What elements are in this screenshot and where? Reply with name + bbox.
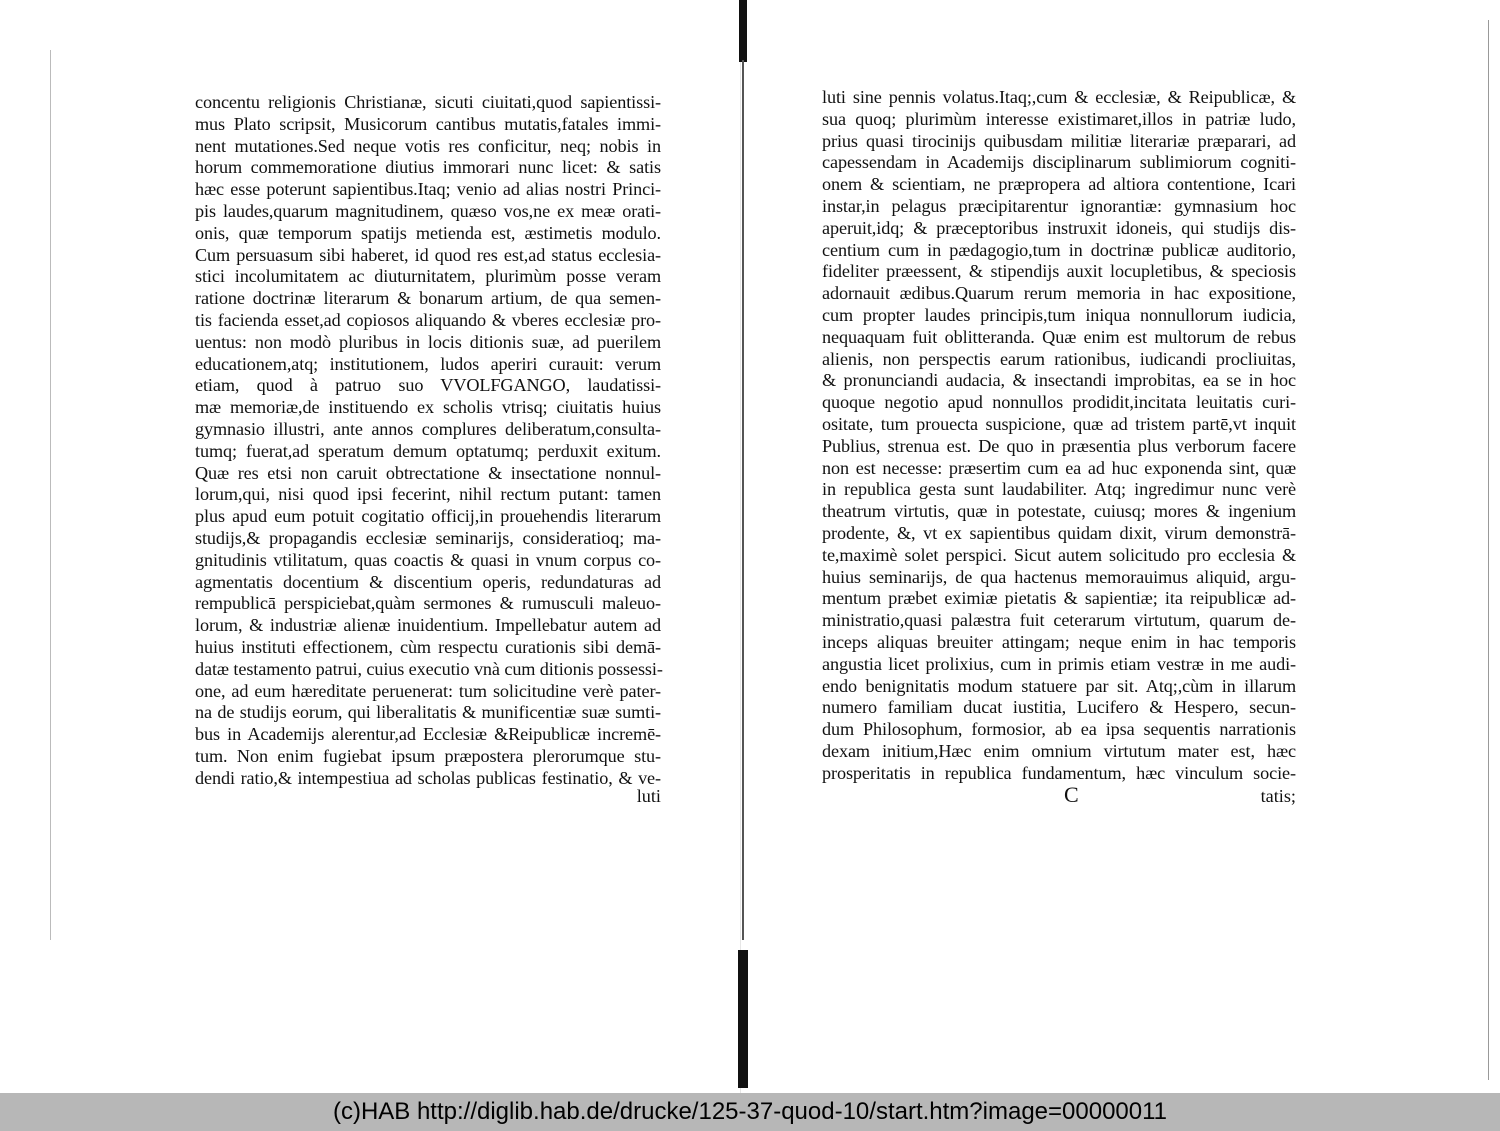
text-line: Publius, strenua est. De quo in præsentia plus verborum facere xyxy=(822,435,1296,456)
text-line: gnitudinis vtilitatum, quas coactis & quasi in vnum corpus co- xyxy=(195,549,661,570)
text-line: in republica gesta sunt laudabiliter. Atq; ingredimur nunc verè xyxy=(822,479,1296,500)
left-page-text xyxy=(195,92,661,790)
text-line: uentus: non modò pluribus in locis ditionis suæ, ad puerilem xyxy=(195,331,661,352)
text-line: capessendam in Academijs disciplinarum sublimiorum cogniti- xyxy=(822,152,1296,173)
right-page xyxy=(752,0,1500,1093)
text-line: prius quasi tirocinijs quibusdam militiæ literariæ præparari, ad xyxy=(822,130,1296,151)
left-page-edge xyxy=(50,50,51,940)
left-page xyxy=(0,0,741,1093)
right-page-text xyxy=(822,87,1296,785)
text-line: educationem,atq; institutionem, ludos aperiri curauit: verum xyxy=(195,353,661,374)
gutter-top-shadow xyxy=(739,0,747,62)
text-line: aperuit,idq; & præceptoribus instruxit idoneis, qui studijs dis- xyxy=(822,217,1296,238)
text-line: concentu religionis Christianæ, sicuti ciuitati,quod sapientissi- xyxy=(195,92,661,112)
text-line: hæc esse poterunt sapientibus.Itaq; venio ad alias nostri Princi- xyxy=(195,179,661,200)
text-line: lorum,qui, nisi quod ipsi fecerint, nihil rectum putant: tamen xyxy=(195,484,661,505)
text-line: & pronunciandi audacia, & insectandi improbitas, ea se in hoc xyxy=(822,370,1296,391)
text-line: Cum persuasum sibi haberet, id quod res est,ad status ecclesia- xyxy=(195,244,661,265)
text-line: ratione doctrinæ literarum & bonarum artium, de qua semen- xyxy=(195,288,661,309)
book-gutter xyxy=(736,0,750,1093)
text-line: mæ memoriæ,de instituendo ex scholis vtrisq; ciuitatis huius xyxy=(195,397,661,418)
text-line: prosperitatis in republica fundamentum, hæc vinculum socie- xyxy=(822,762,1296,783)
text-line: alienis, non perspectis earum rationibus, iudicandi procliuitas, xyxy=(822,348,1296,369)
text-line: dexam initium,Hæc enim omnium virtutum mater est, hæc xyxy=(822,740,1296,761)
right-page-edge xyxy=(1488,20,1489,1080)
gutter-fold-line xyxy=(742,60,744,940)
text-line: studijs,& propagandis ecclesiæ seminarijs, consideratioq; ma- xyxy=(195,527,661,548)
text-line: mentum præbet eximiæ pietatis & sapientiæ; ita reipublicæ ad- xyxy=(822,588,1296,609)
text-line: horum commemoratione diutius immorari nunc licet: & satis xyxy=(195,157,661,178)
right-catchword: tatis; xyxy=(1260,786,1296,806)
left-catchword: luti xyxy=(636,786,661,806)
text-line: centium cum in pædagogio,tum in doctrinæ publicæ auditorio, xyxy=(822,239,1296,260)
text-line: huius instituti effectionem, cùm respectu curationis sibi demā- xyxy=(195,636,661,657)
text-line: mus Plato scripsit, Musicorum cantibus mutatis,fatales immi- xyxy=(195,113,661,134)
signature-mark: C xyxy=(1064,782,1079,807)
text-line: fideliter præessent, & stipendijs auxit locupletibus, & speciosis xyxy=(822,261,1296,282)
text-line: nequaquam fuit oblitteranda. Quæ enim est multorum de rebus xyxy=(822,326,1296,347)
text-line: instar,in pelagus præcipitarentur ignorantiæ: gymnasium hoc xyxy=(822,195,1296,216)
gutter-bottom-shadow xyxy=(738,950,748,1088)
text-line: gymnasio illustri, ante annos complures deliberatum,consulta- xyxy=(195,418,661,439)
text-line: cum propter laudes principis,tum iniqua nonnullorum iudicia, xyxy=(822,304,1296,325)
text-line: plus apud eum potuit cogitatio officij,in prouehendis literarum xyxy=(195,506,661,527)
text-line: Quæ res etsi non caruit obtrectatione & insectatione nonnul- xyxy=(195,462,661,483)
text-line: angustia licet prolixius, cum in primis etiam vestræ in me audi- xyxy=(822,653,1296,674)
text-line: stici incolumitatem ac diuturnitatem, plurimùm posse veram xyxy=(195,266,661,287)
text-line: etiam, quod à patruo suo VVOLFGANGO, laudatissi- xyxy=(195,375,661,396)
text-line: agmentatis docentium & discentium operis, redundaturas ad xyxy=(195,571,661,592)
text-line: adornauit ædibus.Quarum rerum memoria in hac expositione, xyxy=(822,283,1296,304)
text-line: luti sine pennis volatus.Itaq;,cum & ecclesiæ, & Reipublicæ, & xyxy=(822,87,1296,107)
text-line: onem & scientiam, ne præpropera ad altiora contentione, Icari xyxy=(822,174,1296,195)
text-line: sua quoq; plurimùm interesse existimaret,illos in patriæ ludo, xyxy=(822,108,1296,129)
footer-text: (c)HAB http://diglib.hab.de/drucke/125-37-quod-10/start.htm?image=00000011 xyxy=(332,1098,1168,1125)
text-line: huius seminarijs, de qua hactenus memorauimus aliquid, argu- xyxy=(822,566,1296,587)
text-line: endo benignitatis modum statuere par sit. Atq;,cùm in illarum xyxy=(822,675,1296,696)
text-line: quoque negotio apud nonnullos prodidit,incitata leuitatis curi- xyxy=(822,392,1296,413)
text-line: bus in Academijs alerentur,ad Ecclesiæ &Reipublicæ incremē- xyxy=(195,724,661,745)
text-line: lorum, & industriæ alienæ inuidentium. Impellebatur autem ad xyxy=(195,615,661,636)
text-line: onis, quæ temporum spatijs metienda est, æstimetis modulo. xyxy=(195,222,661,243)
text-line: inceps aliquas breuiter attingam; neque enim in hac temporis xyxy=(822,631,1296,652)
text-line: pis laudes,quarum magnitudinem, quæso vos,ne ex meæ orati- xyxy=(195,200,661,221)
copyright-footer xyxy=(0,1093,1500,1131)
text-line: dendi ratio,& intempestiua ad scholas publicas festinatio, & ve- xyxy=(195,767,661,788)
text-line: dum Philosophum, formosior, ab ea ipsa sequentis narrationis xyxy=(822,719,1296,740)
text-line: theatrum virtutis, quæ in potestate, cuiusq; mores & ingenium xyxy=(822,501,1296,522)
text-line: tum. Non enim fugiebat ipsum præpostera plerorumque stu- xyxy=(195,745,661,766)
text-line: one, ad eum hæreditate peruenerat: tum solicitudine verè pater- xyxy=(195,680,661,701)
text-line: nent mutationes.Sed neque votis res conficitur, neq; nobis in xyxy=(195,135,661,156)
text-line: prodente, &, vt ex sapientibus quidam dixit, virum demonstrā- xyxy=(822,522,1296,543)
text-line: numero familiam ducat iustitia, Lucifero & Hespero, secun- xyxy=(822,697,1296,718)
text-line: rempublicā perspiciebat,quàm sermones & rumusculi maleuo- xyxy=(195,593,661,614)
text-line: te,maximè solet perspici. Sicut autem solicitudo pro ecclesia & xyxy=(822,544,1296,565)
text-line: non est necesse: præsertim cum ea ad huc exponenda sint, quæ xyxy=(822,457,1296,478)
text-line: datæ testamento patrui, cuius executio vnà cum ditionis possessi- xyxy=(195,658,663,679)
text-line: na de studijs eorum, qui liberalitatis & munificentiæ suæ sumti- xyxy=(195,702,661,723)
text-line: ositate, tum prouecta suspicione, quæ ad tristem partē,vt inquit xyxy=(822,413,1296,434)
text-line: ministratio,quasi palæstra fuit ceterarum virtutum, quarum de- xyxy=(822,610,1296,631)
text-line: tumq; fuerat,ad speratum demum optatumq; perduxit exitum. xyxy=(195,440,661,461)
text-line: tis facienda esset,ad copiosos aliquando & vberes ecclesiæ pro- xyxy=(195,309,661,330)
